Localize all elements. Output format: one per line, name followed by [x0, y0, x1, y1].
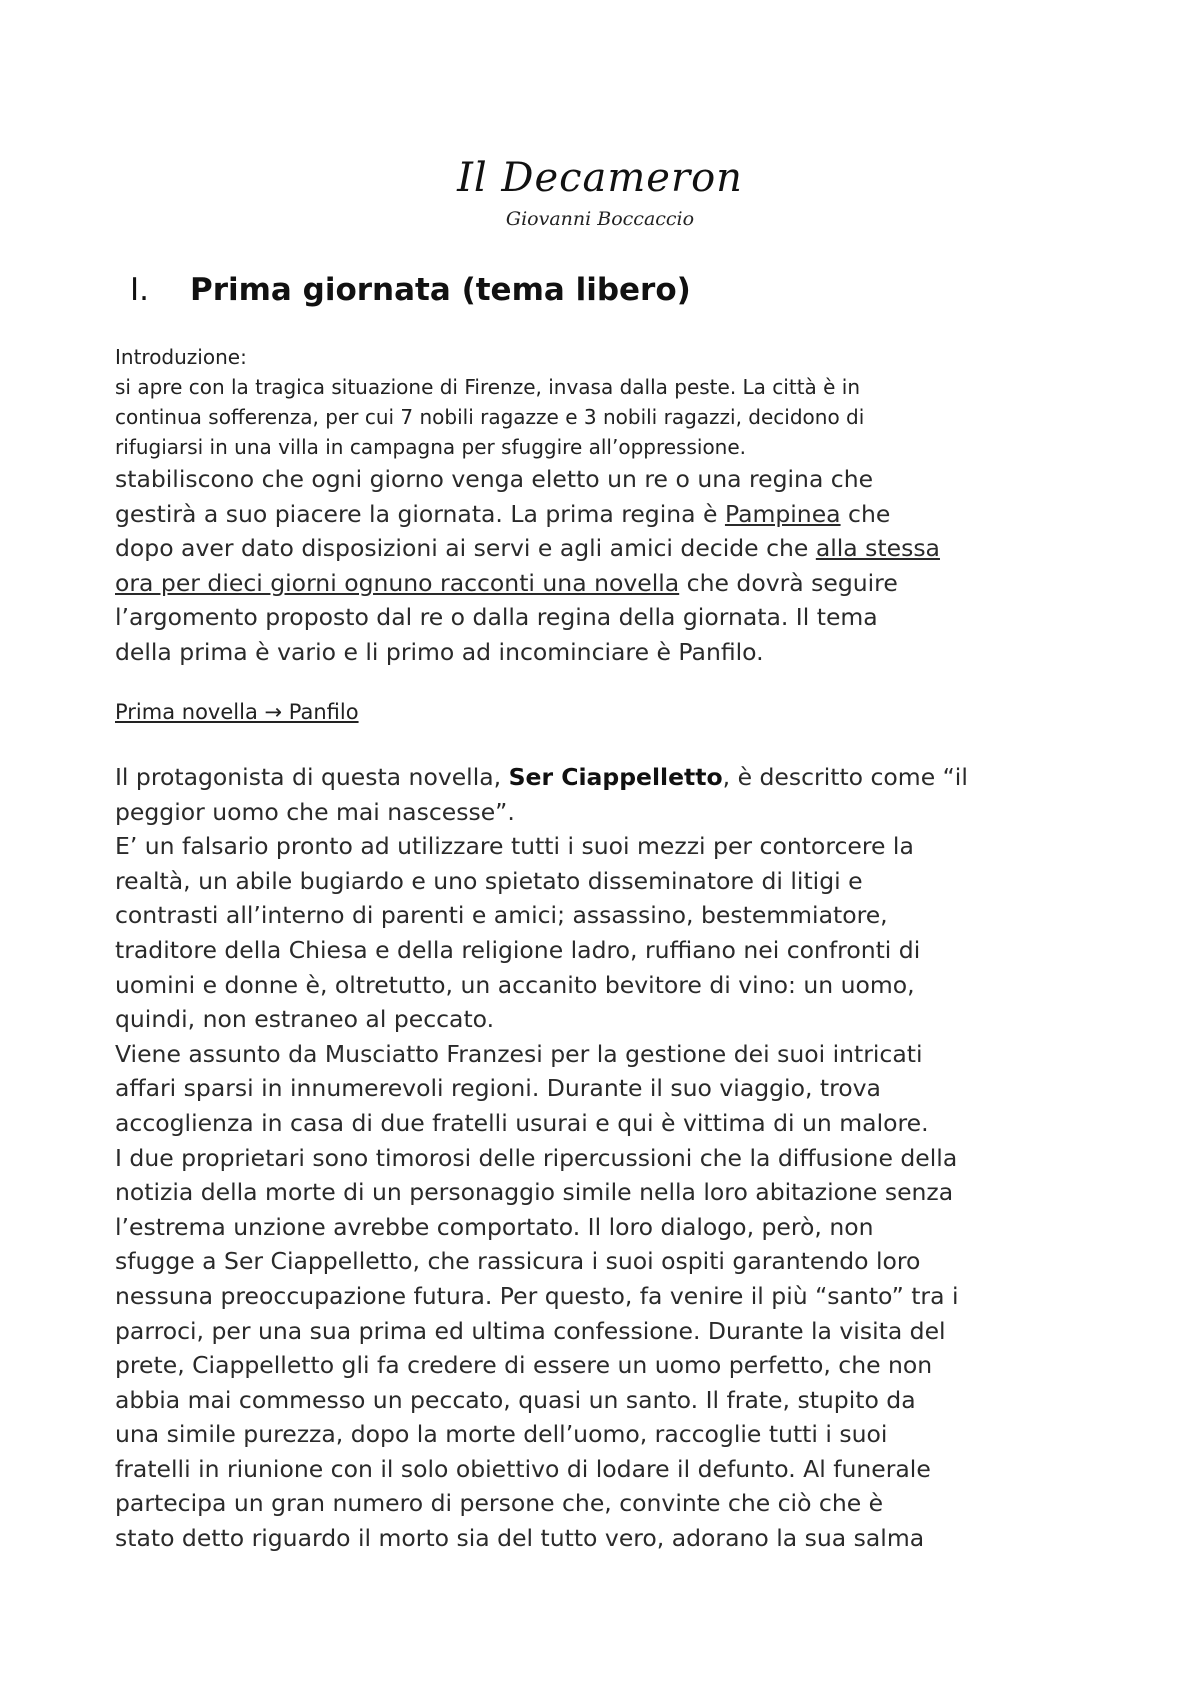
paragraph-line: una simile purezza, dopo la morte dell’uomo, raccoglie tutti i suoi — [115, 1420, 888, 1449]
paragraph-line: fratelli in riunione con il solo obiettivo di lodare il defunto. Al funerale — [115, 1454, 931, 1483]
intro-line: continua sofferenza, per cui 7 nobili ragazze e 3 nobili ragazzi, decidono di — [115, 405, 865, 429]
title-block — [0, 150, 1200, 232]
rules-paragraph — [115, 462, 1100, 670]
paragraph-line — [115, 497, 1100, 532]
protagonist-name: Ser Ciappelletto — [508, 763, 723, 791]
paragraph-line: partecipa un gran numero di persone che, convinte che ciò che è — [115, 1489, 884, 1518]
paragraph-line: abbia mai commesso un peccato, quasi un santo. Il frate, stupito da — [115, 1385, 916, 1414]
paragraph-line: stato detto riguardo il morto sia del tutto vero, adorano la sua salma — [115, 1524, 925, 1553]
paragraph-line: sfugge a Ser Ciappelletto, che rassicura i suoi ospiti garantendo loro — [115, 1247, 921, 1276]
section-heading — [130, 268, 691, 312]
intro-line: si apre con la tragica situazione di Firenze, invasa dalla peste. La città è in — [115, 375, 861, 399]
paragraph-line — [115, 531, 1100, 566]
paragraph-line: l’estrema unzione avrebbe comportato. Il loro dialogo, però, non — [115, 1212, 874, 1241]
paragraph-line: prete, Ciappelletto gli fa credere di essere un uomo perfetto, che non — [115, 1351, 933, 1380]
paragraph-line: traditore della Chiesa e della religione ladro, ruffiano nei confronti di — [115, 935, 921, 964]
novella-paragraph — [115, 760, 1100, 1556]
paragraph-line — [115, 760, 1100, 795]
paragraph-line: Viene assunto da Musciatto Franzesi per la gestione dei suoi intricati — [115, 1039, 923, 1068]
paragraph-line: I due proprietari sono timorosi delle ripercussioni che la diffusione della — [115, 1143, 958, 1172]
underlined-rule: alla stessa — [815, 534, 940, 563]
section-title: Prima giornata (tema libero) — [190, 272, 691, 308]
paragraph-line: accoglienza in casa di due fratelli usurai e qui è vittima di un malore. — [115, 1108, 929, 1137]
paragraph-line: peggior uomo che mai nascesse”. — [115, 797, 515, 826]
paragraph-line: parroci, per una sua prima ed ultima confessione. Durante la visita del — [115, 1316, 946, 1345]
text-run: che dovrà seguire — [679, 568, 898, 597]
document-author: Giovanni Boccaccio — [505, 208, 695, 230]
text-run: che — [840, 499, 891, 528]
paragraph-line: E’ un falsario pronto ad utilizzare tutti i suoi mezzi per contorcere la — [115, 832, 914, 861]
paragraph-line: notizia della morte di un personaggio simile nella loro abitazione senza — [115, 1178, 954, 1207]
text-run: gestirà a suo piacere la giornata. La prima regina è — [115, 499, 725, 528]
queen-name: Pampinea — [724, 499, 841, 528]
paragraph-line: contrasti all’interno di parenti e amici; assassino, bestemmiatore, — [115, 901, 888, 930]
text-run: Il protagonista di questa novella, — [115, 763, 509, 791]
section-number: I. — [130, 272, 149, 308]
paragraph-line: affari sparsi in innumerevoli regioni. Durante il suo viaggio, trova — [115, 1074, 881, 1103]
paragraph-line: uomini e donne è, oltretutto, un accanito bevitore di vino: un uomo, — [115, 970, 915, 999]
paragraph-line — [115, 566, 1100, 601]
paragraph-line: realtà, un abile bugiardo e uno spietato disseminatore di litigi e — [115, 866, 863, 895]
novella-heading: Prima novella → Panfilo — [115, 700, 359, 724]
paragraph-line: stabiliscono che ogni giorno venga eletto un re o una regina che — [115, 465, 874, 493]
intro-block — [115, 342, 1075, 462]
text-run: , è descritto come “il — [722, 763, 968, 791]
paragraph-line: quindi, non estraneo al peccato. — [115, 1005, 495, 1034]
paragraph-line: l’argomento proposto dal re o dalla regina della giornata. Il tema — [115, 603, 878, 632]
paragraph-line: nessuna preoccupazione futura. Per questo, fa venire il più “santo” tra i — [115, 1281, 959, 1310]
paragraph-line: della prima è vario e li primo ad incominciare è Panfilo. — [115, 637, 764, 666]
intro-line: rifugiarsi in una villa in campagna per sfuggire all’oppressione. — [115, 435, 747, 459]
intro-label: Introduzione: — [115, 345, 247, 369]
underlined-rule: ora per dieci giorni ognuno racconti una novella — [115, 568, 680, 597]
document-title: Il Decameron — [457, 155, 743, 201]
text-run: dopo aver dato disposizioni ai servi e agli amici decide che — [115, 534, 816, 563]
